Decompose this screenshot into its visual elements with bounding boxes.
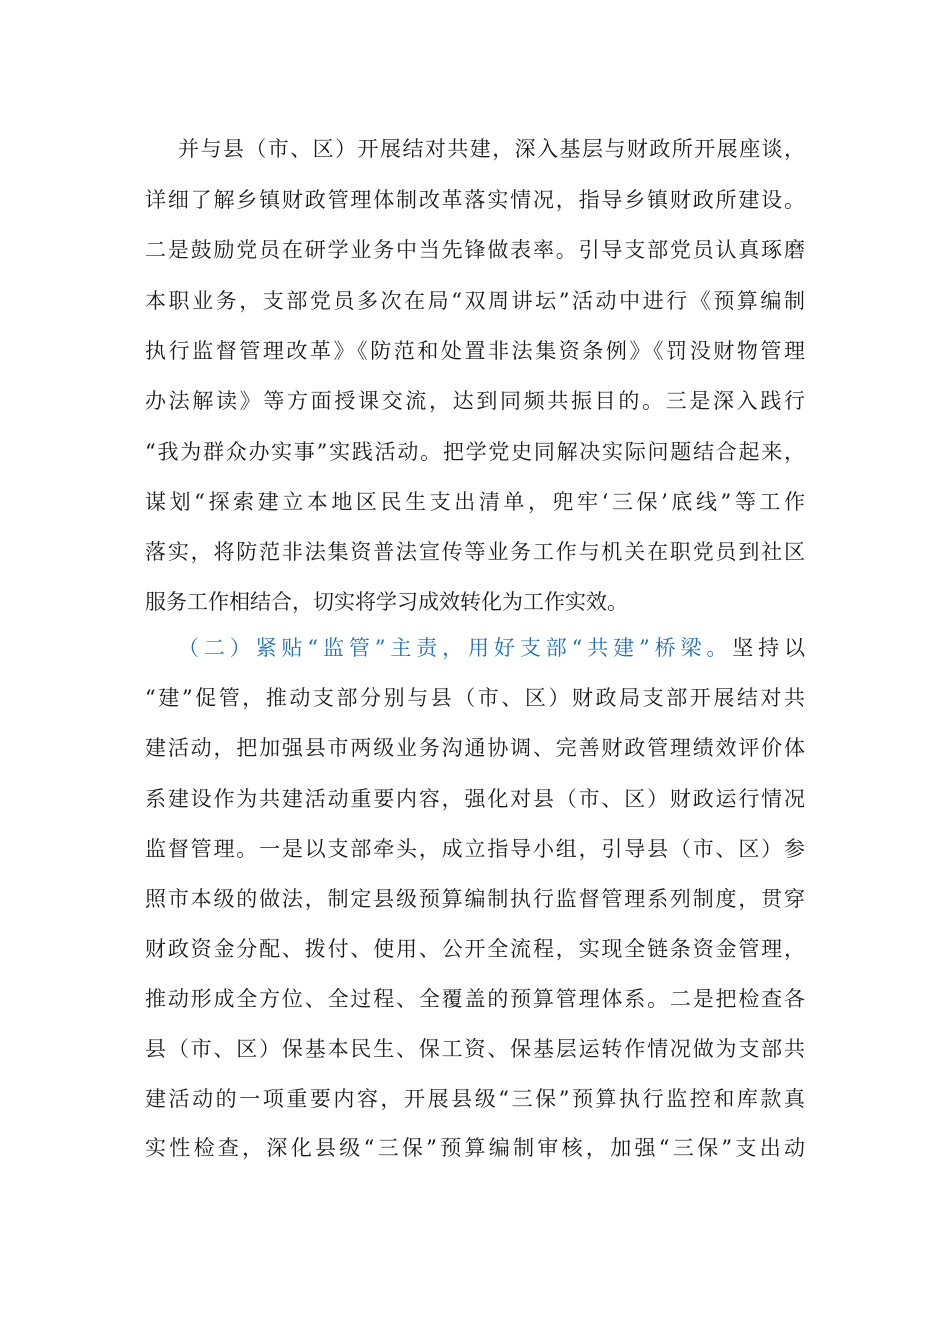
paragraph-line: 详细了解乡镇财政管理体制改革落实情况，指导乡镇财政所建设。 xyxy=(145,188,805,212)
paragraph-line: 二是鼓励党员在研学业务中当先锋做表率。引导支部党员认真琢磨 xyxy=(145,238,805,262)
section-heading: （二）紧贴“监管”主责，用好支部“共建”桥梁。 xyxy=(178,636,733,660)
paragraph-line: 建活动，把加强县市两级业务沟通协调、完善财政管理绩效评价体 xyxy=(145,736,805,760)
paragraph-line: 并与县（市、区）开展结对共建，深入基层与财政所开展座谈， xyxy=(178,137,805,161)
paragraph-line: 财政资金分配、拨付、使用、公开全流程，实现全链条资金管理， xyxy=(145,937,805,961)
paragraph-line: 建活动的一项重要内容，开展县级“三保”预算执行监控和库款真 xyxy=(145,1087,805,1111)
paragraph-line: 系建设作为共建活动重要内容，强化对县（市、区）财政运行情况 xyxy=(145,787,805,811)
paragraph-line: 执行监督管理改革》《防范和处置非法集资条例》《罚没财物管理 xyxy=(145,339,805,363)
paragraph-line: 本职业务，支部党员多次在局“双周讲坛”活动中进行《预算编制 xyxy=(145,289,805,313)
paragraph-line: 服务工作相结合，切实将学习成效转化为工作实效。 xyxy=(145,590,628,614)
paragraph-line: 照市本级的做法，制定县级预算编制执行监督管理系列制度，贯穿 xyxy=(145,887,805,911)
paragraph-line: “建”促管，推动支部分别与县（市、区）财政局支部开展结对共 xyxy=(145,686,805,710)
paragraph-line: “我为群众办实事”实践活动。把学党史同解决实际问题结合起来， xyxy=(145,440,805,464)
paragraph-line: 推动形成全方位、全过程、全覆盖的预算管理体系。二是把检查各 xyxy=(145,987,805,1011)
section-heading-line xyxy=(178,633,805,663)
paragraph-line: 监督管理。一是以支部牵头，成立指导小组，引导县（市、区）参 xyxy=(145,837,805,861)
paragraph-line: 办法解读》等方面授课交流，达到同频共振目的。三是深入践行 xyxy=(145,389,805,413)
paragraph-line: 落实，将防范非法集资普法宣传等业务工作与机关在职党员到社区 xyxy=(145,540,805,564)
paragraph-line: 谋划“探索建立本地区民生支出清单，兜牢‘三保’底线”等工作 xyxy=(145,490,805,514)
section-heading-tail: 坚持以 xyxy=(732,636,805,660)
paragraph-line: 县（市、区）保基本民生、保工资、保基层运转作情况做为支部共 xyxy=(145,1037,805,1061)
paragraph-line: 实性检查，深化县级“三保”预算编制审核，加强“三保”支出动 xyxy=(145,1136,805,1160)
